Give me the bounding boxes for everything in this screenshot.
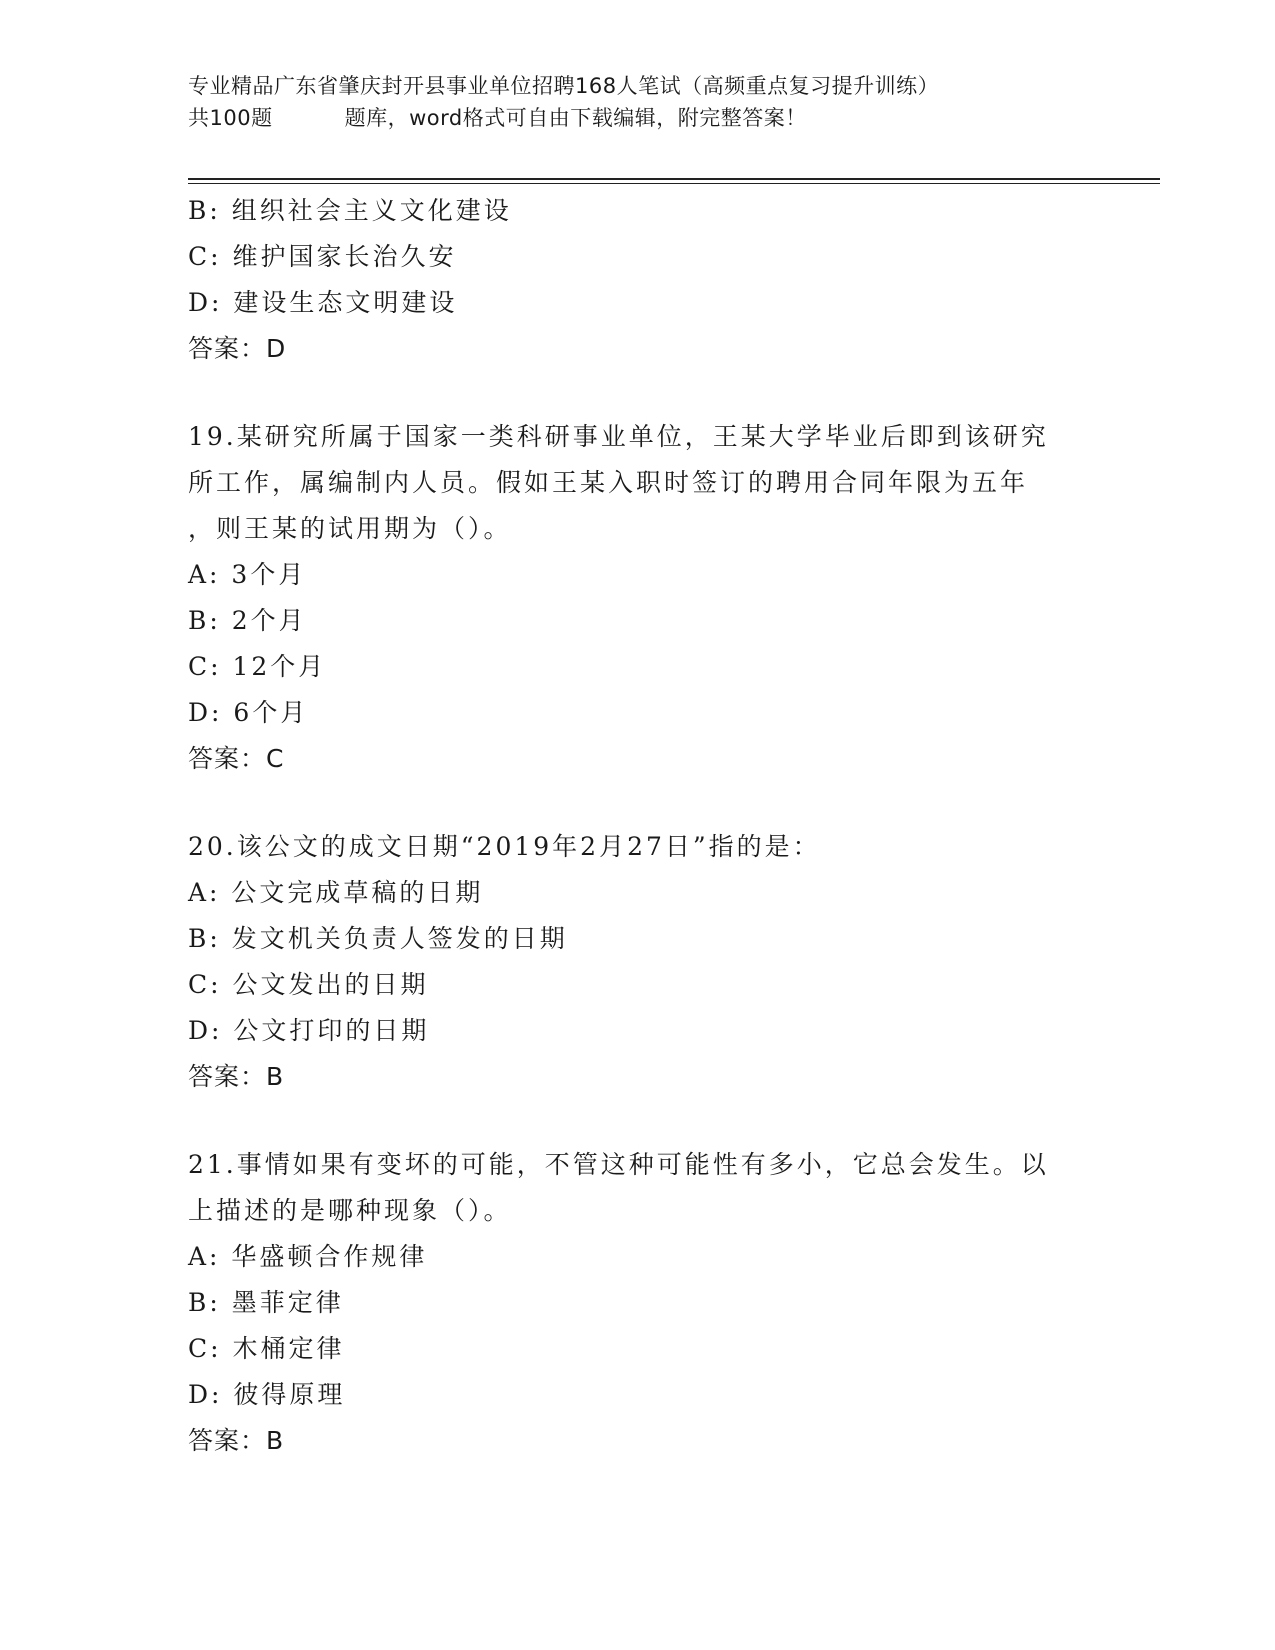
question-18-tail (188, 188, 1088, 372)
option-c: C: 维护国家长治久安 (188, 242, 457, 271)
header-question-count: 共100题 (188, 106, 273, 130)
header-divider-thick (188, 178, 1160, 180)
option-a: A: 3个月 (188, 560, 307, 589)
option-c: C: 木桶定律 (188, 1334, 345, 1363)
header-title-line: 专业精品广东省肇庆封开县事业单位招聘168人笔试（高频重点复习提升训练） (188, 74, 940, 98)
option-b: B: 组织社会主义文化建设 (188, 196, 512, 225)
option-a: A: 公文完成草稿的日期 (188, 878, 484, 907)
option-b: B: 2个月 (188, 606, 307, 635)
option-b: B: 墨菲定律 (188, 1288, 344, 1317)
header-divider-thin (188, 183, 1160, 184)
question-content (188, 188, 1088, 1464)
header-subtitle-line (188, 102, 1088, 134)
question-text-line: 21.事情如果有变坏的可能，不管这种可能性有多小，它总会发生。以 (188, 1150, 1049, 1179)
option-d: D: 建设生态文明建设 (188, 288, 458, 317)
answer-line: 答案：D (188, 334, 287, 363)
question-20 (188, 824, 1088, 1100)
question-text-line: ，则王某的试用期为（）。 (188, 514, 512, 543)
question-text-line: 所工作，属编制内人员。假如王某入职时签订的聘用合同年限为五年 (188, 468, 1029, 497)
header-description: 题库，word格式可自由下载编辑，附完整答案！ (344, 106, 807, 130)
option-a: A: 华盛顿合作规律 (188, 1242, 428, 1271)
option-c: C: 公文发出的日期 (188, 970, 429, 999)
option-d: D: 彼得原理 (188, 1380, 346, 1409)
question-text-line: 19.某研究所属于国家一类科研事业单位，王某大学毕业后即到该研究 (188, 422, 1049, 451)
question-text-line: 上描述的是哪种现象（）。 (188, 1196, 512, 1225)
answer-line: 答案：B (188, 1062, 285, 1091)
question-text-line: 20.该公文的成文日期“2019年2月27日”指的是： (188, 832, 821, 861)
option-c: C: 12个月 (188, 652, 327, 681)
option-b: B: 发文机关负责人签发的日期 (188, 924, 568, 953)
option-d: D: 6个月 (188, 698, 309, 727)
answer-line: 答案：B (188, 1426, 285, 1455)
question-19 (188, 414, 1088, 782)
question-21 (188, 1142, 1088, 1464)
document-header (188, 70, 1088, 134)
answer-line: 答案：C (188, 744, 285, 773)
option-d: D: 公文打印的日期 (188, 1016, 430, 1045)
